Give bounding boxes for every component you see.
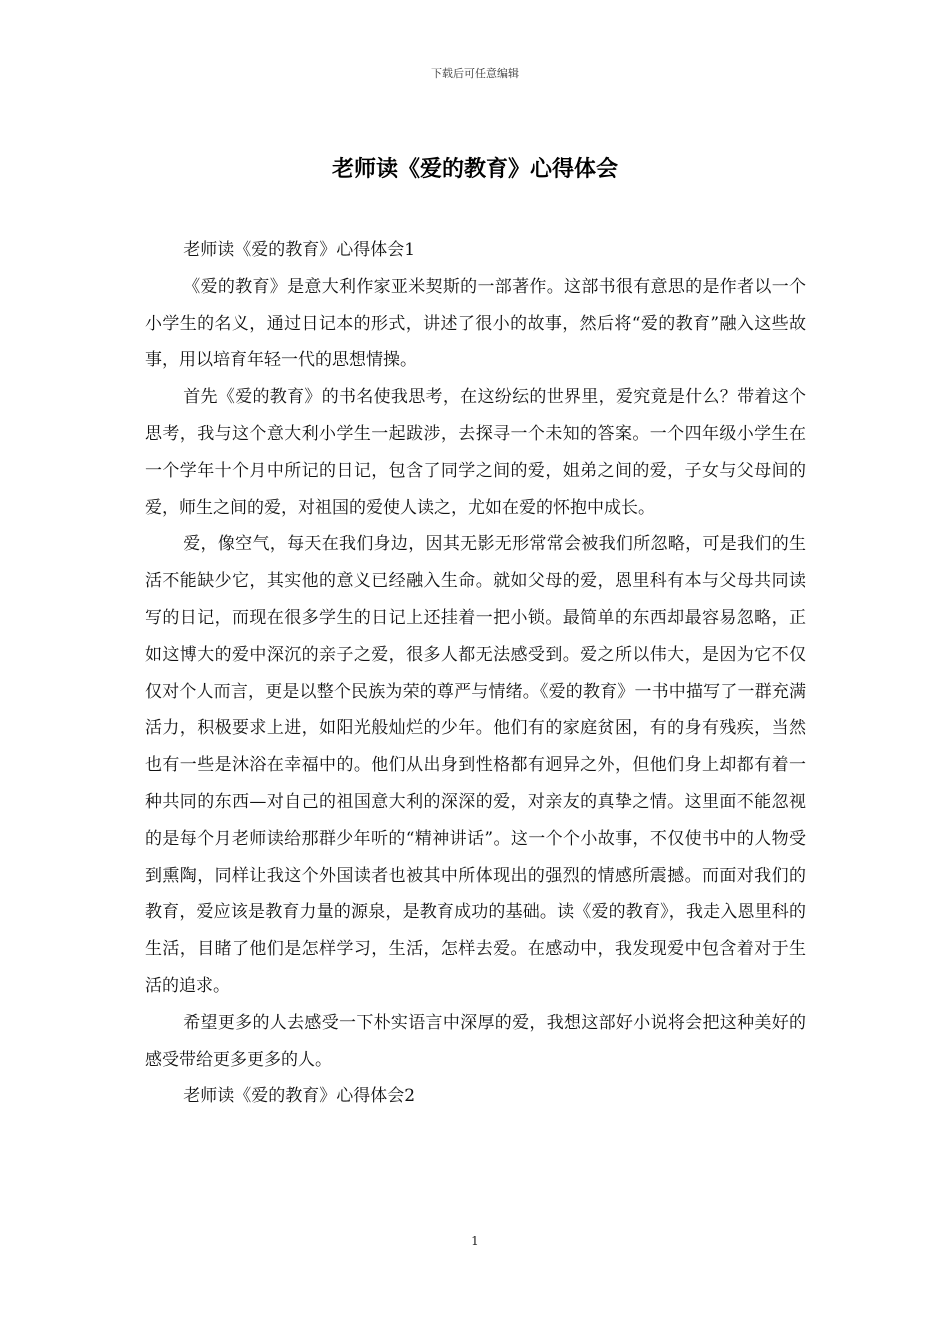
section-heading-1: 老师读《爱的教育》心得体会1	[183, 240, 416, 260]
document-body	[145, 232, 806, 1115]
paragraph-intro: 《爱的教育》是意大利作家亚米契斯的一部著作。这部书很有意思的是作者以一个小学生的名义，通过日记本的形式，讲述了很小的故事，然后将“爱的教育”融入这些故事，用以培育年轻一代的思想情操。	[145, 276, 806, 371]
paragraph-hope: 希望更多的人去感受一下朴实语言中深厚的爱，我想这部好小说将会把这种美好的感受带给更多更多的人。	[145, 1012, 806, 1070]
paragraph-love: 爱，像空气，每天在我们身边，因其无影无形常常会被我们所忽略，可是我们的生活不能缺少它，其实他的意义已经融入生命。就如父母的爱，恩里科有本与父母共同读写的日记，而现在很多学生的日记上还挂着一把小锁。最简单的东西却最容易忽略，正如这博大的爱中深沉的亲子之爱，很多人都无法感受到。爱之所以伟大，是因为它不仅仅对个人而言，更是以整个民族为荣的尊严与情绪。《爱的教育》一书中描写了一群充满活力，积极要求上进，如阳光般灿烂的少年。他们有的家庭贫困，有的身有残疾，当然也有一些是沐浴在幸福中的。他们从出身到性格都有迥异之外，但他们身上却都有着一种共同的东西—对自己的祖国意大利的深深的爱，对亲友的真挚之情。这里面不能忽视的是每个月老师读给那群少年听的“精神讲话”。这一个个小故事，不仅使书中的人物受到熏陶，同样让我这个外国读者也被其中所体现出的强烈的情感所震撼。而面对我们的教育，爱应该是教育力量的源泉，是教育成功的基础。读《爱的教育》，我走入恩里科的生活，目睹了他们是怎样学习，生活，怎样去爱。在感动中，我发现爱中包含着对于生活的追求。	[145, 534, 806, 996]
page-number: 1	[471, 1234, 479, 1248]
section-heading-2: 老师读《爱的教育》心得体会2	[183, 1086, 416, 1107]
page-header: 下载后可任意编辑	[431, 67, 519, 80]
document-title: 老师读《爱的教育》心得体会	[331, 156, 618, 182]
paragraph-question: 首先《爱的教育》的书名使我思考，在这纷纭的世界里，爱究竟是什么？带着这个思考，我与这个意大利小学生一起跋涉，去探寻一个未知的答案。一个四年级小学生在一个学年十个月中所记的日记，包含了同学之间的爱，姐弟之间的爱，子女与父母间的爱，师生之间的爱，对祖国的爱使人读之，尤如在爱的怀抱中成长。	[145, 387, 806, 518]
